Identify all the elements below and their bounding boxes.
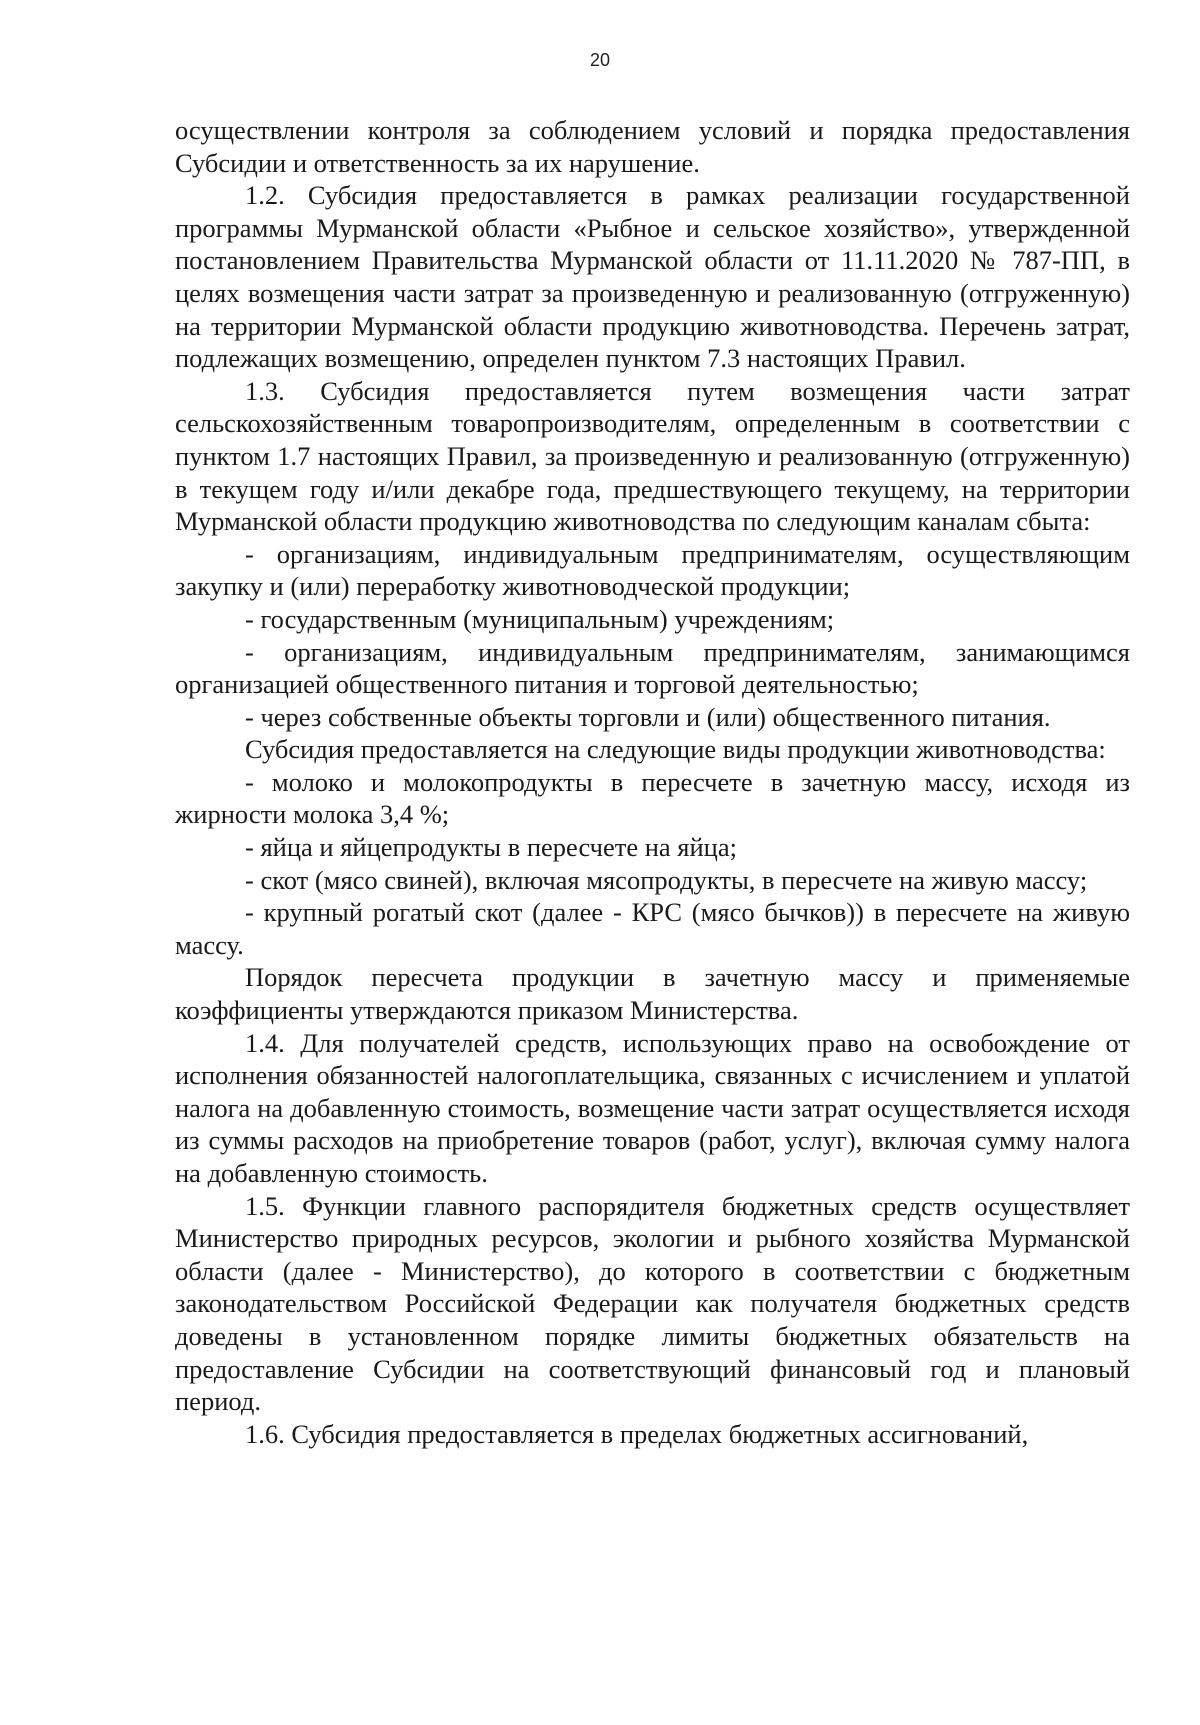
product-type-item: - яйца и яйцепродукты в пересчете на яйца; — [245, 832, 737, 863]
sales-channel-item: - организациям, индивидуальным предпринимателям, занимающимся организацией общественного питания и торговой деятельностью; — [175, 636, 1130, 700]
page-number: 20 — [589, 50, 611, 70]
product-type-item: - крупный рогатый скот (далее - КРС (мясо бычков)) в пересчете на живую массу. — [175, 897, 1130, 960]
product-types-intro: Субсидия предоставляется на следующие виды продукции животноводства: — [245, 734, 1106, 765]
sales-channel-item: - государственным (муниципальным) учреждениям; — [245, 603, 835, 634]
paragraph-1-5: 1.5. Функции главного распорядителя бюджетных средств осуществляет Министерство природных ресурсов, экологии и рыбного хозяйства Мурманской области (далее - Министерство), до которого в соответствии с бюджетным законодательством Российской Федерации как получателя бюджетных средств доведены в установленном порядке лимиты бюджетных обязательств на предоставление Субсидии на соответствующий финансовый год и плановый период. — [175, 1190, 1130, 1417]
product-type-item: - скот (мясо свиней), включая мясопродукты, в пересчете на живую массу; — [245, 864, 1088, 895]
sales-channel-item: - организациям, индивидуальным предпринимателям, осуществляющим закупку и (или) переработку животноводческой продукции; — [175, 538, 1130, 602]
product-type-item: - молоко и молокопродукты в пересчете в зачетную массу, исходя из жирности молока 3,4 %; — [175, 766, 1130, 830]
recalculation-note: Порядок пересчета продукции в зачетную массу и применяемые коэффициенты утверждаются приказом Министерства. — [175, 962, 1130, 1026]
paragraph-1-3: 1.3. Субсидия предоставляется путем возмещения части затрат сельскохозяйственным товаропроизводителям, определенным в соответствии с пунктом 1.7 настоящих Правил, за произведенную и реализованную (отгруженную) в текущем году и/или декабре года, предшествующего текущему, на территории Мурманской области продукцию животноводства по следующим каналам сбыта: — [175, 375, 1130, 537]
paragraph-1-1-continuation: осуществлении контроля за соблюдением условий и порядка предоставления Субсидии и ответственность за их нарушение. — [175, 115, 1130, 178]
paragraph-1-2: 1.2. Субсидия предоставляется в рамках реализации государственной программы Мурманской области «Рыбное и сельское хозяйство», утвержденной постановлением Правительства Мурманской области от 11.11.2020 № 787-ПП, в целях возмещения части затрат за произведенную и реализованную (отгруженную) на территории Мурманской области продукцию животноводства. Перечень затрат, подлежащих возмещению, определен пунктом 7.3 настоящих Правил. — [175, 180, 1130, 374]
sales-channel-item: - через собственные объекты торговли и (или) общественного питания. — [245, 701, 1051, 732]
paragraph-1-4: 1.4. Для получателей средств, использующих право на освобождение от исполнения обязанностей налогоплательщика, связанных с исчислением и уплатой налога на добавленную стоимость, возмещение части затрат осуществляется исходя из суммы расходов на приобретение товаров (работ, услуг), включая сумму налога на добавленную стоимость. — [175, 1027, 1130, 1188]
document-body — [175, 114, 1130, 1450]
paragraph-1-6: 1.6. Субсидия предоставляется в пределах бюджетных ассигнований, — [245, 1418, 1029, 1449]
